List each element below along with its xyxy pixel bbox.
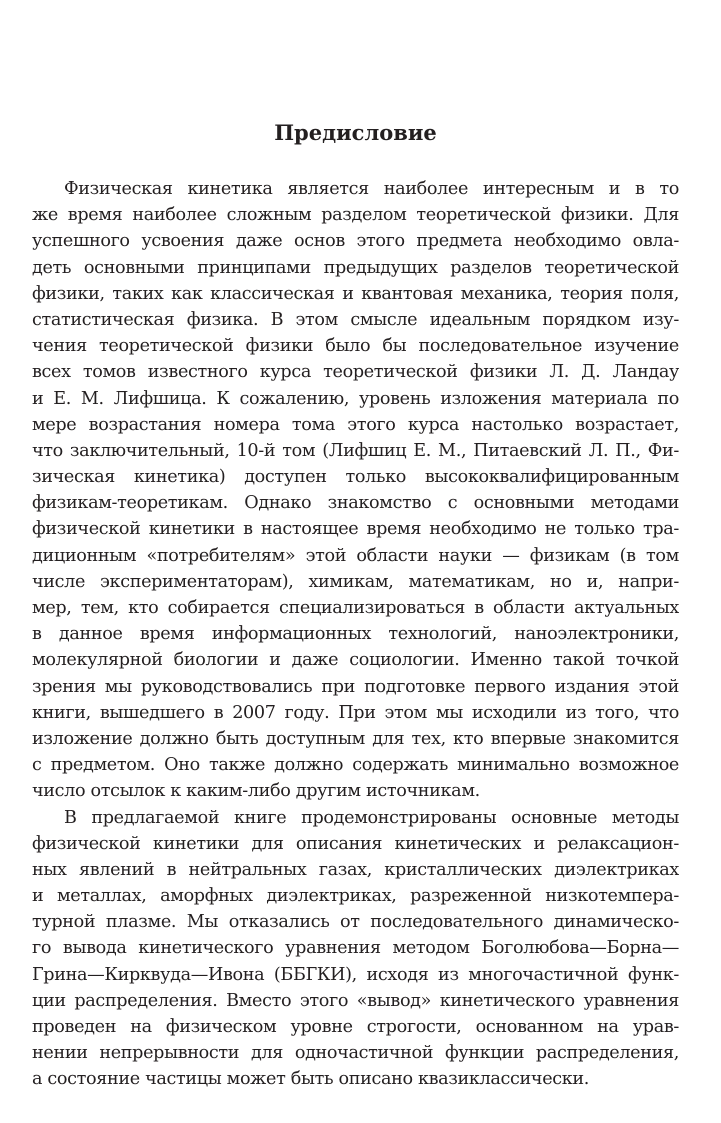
text-line: нении непрерывности для одночастичной функции распределения,	[32, 1043, 679, 1064]
text-line: числе экспериментаторам), химикам, математикам, но и, напри-	[32, 571, 679, 592]
text-line: физикам-теоретикам. Однако знакомство с основными методами	[32, 493, 679, 514]
paragraph-2	[32, 805, 679, 1093]
text-line: чения теоретической физики было бы последовательное изучение	[32, 336, 679, 357]
text-line: и металлах, аморфных диэлектриках, разреженной низкотемпера-	[32, 886, 679, 907]
text-line: что заключительный, 10-й том (Лифшиц Е. М., Питаевский Л. П., Фи-	[32, 440, 679, 461]
text-line: ных явлений в нейтральных газах, кристаллических диэлектриках	[32, 859, 679, 880]
text-line: молекулярной биологии и даже социологии. Именно такой точкой	[32, 650, 679, 671]
text-line: Грина—Кирквуда—Ивона (ББГКИ), исходя из многочастичной функ-	[32, 964, 679, 985]
text-line: Физическая кинетика является наиболее интересным и в то	[64, 179, 679, 199]
text-line: всех томов известного курса теоретической физики Л. Д. Ландау	[32, 362, 679, 383]
text-line: мере возрастания номера тома этого курса настолько возрастает,	[32, 414, 679, 435]
text-line: зрения мы руководствовались при подготовке первого издания этой	[32, 676, 679, 697]
text-line: же время наиболее сложным разделом теоретической физики. Для	[32, 205, 679, 226]
text-line: книги, вышедшего в 2007 году. При этом мы исходили из того, что	[32, 702, 679, 723]
text-line: зическая кинетика) доступен только высококвалифицированным	[32, 467, 679, 488]
text-line: ции распределения. Вместо этого «вывод» кинетического уравнения	[32, 990, 679, 1011]
text-line: физической кинетики для описания кинетических и релаксацион-	[32, 833, 679, 854]
text-line: и Е. М. Лифшица. К сожалению, уровень изложения материала по	[32, 388, 679, 409]
text-line: го вывода кинетического уравнения методом Боголюбова—Борна—	[32, 938, 679, 959]
text-line: физической кинетики в настоящее время необходимо не только тра-	[32, 519, 679, 540]
text-line: В предлагаемой книге продемонстрированы основные методы	[64, 807, 679, 828]
page-title: Предисловие	[274, 120, 437, 145]
text-line: мер, тем, кто собирается специализироваться в области актуальных	[32, 598, 679, 618]
text-line: турной плазме. Мы отказались от последовательного динамическо-	[32, 912, 679, 933]
paragraph-1	[32, 176, 679, 805]
text-line: а состояние частицы может быть описано квазиклассически.	[32, 1069, 590, 1090]
text-line: с предметом. Оно также должно содержать минимально возможное	[32, 755, 679, 776]
text-line: в данное время информационных технологий, наноэлектроники,	[32, 624, 679, 645]
text-line: физики, таких как классическая и квантовая механика, теория поля,	[32, 283, 679, 304]
text-line: успешного усвоения даже основ этого предмета необходимо овла-	[32, 231, 679, 252]
body-text	[32, 176, 679, 1093]
text-line: статистическая физика. В этом смысле идеальным порядком изу-	[32, 309, 679, 330]
text-line: диционным «потребителям» этой области науки — физикам (в том	[32, 545, 679, 566]
text-line: изложение должно быть доступным для тех, кто впервые знакомится	[32, 728, 679, 749]
text-line: деть основными принципами предыдущих разделов теоретической	[32, 257, 679, 278]
text-line: проведен на физическом уровне строгости, основанном на урав-	[32, 1017, 679, 1037]
text-line: число отсылок к каким-либо другим источникам.	[32, 781, 480, 802]
